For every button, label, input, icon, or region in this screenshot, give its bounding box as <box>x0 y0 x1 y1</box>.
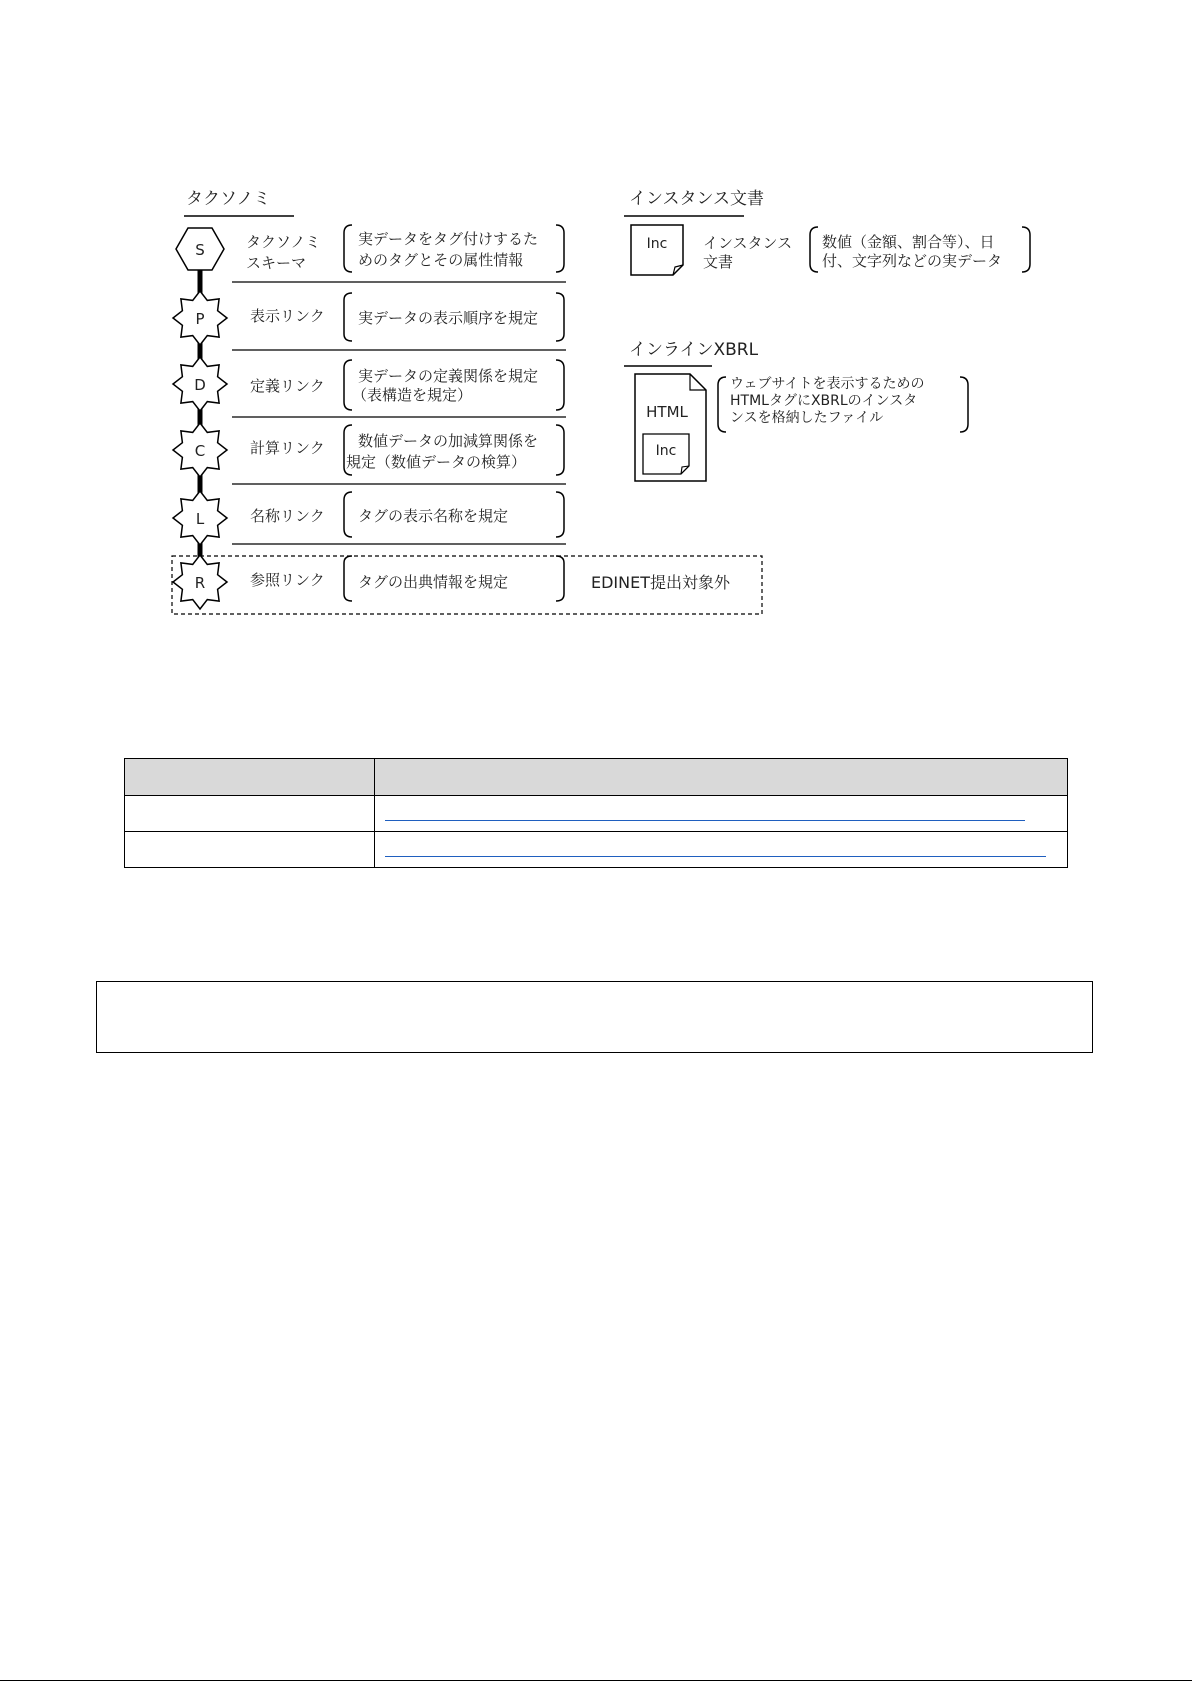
inline-xbrl-desc-line3: ンスを格納したファイル <box>730 410 884 426</box>
calculation-link-name: 計算リンク <box>250 439 325 457</box>
definition-link-desc-line2: （表構造を規定） <box>352 386 473 404</box>
hyperlink-underline[interactable] <box>385 806 1025 821</box>
schema-name-line2: スキーマ <box>246 254 307 272</box>
inline-instance-label: Inc <box>655 443 677 459</box>
footer-rule <box>0 1680 1192 1681</box>
definition-symbol: D <box>194 376 206 394</box>
presentation-link-name: 表示リンク <box>250 307 325 325</box>
table-header-cell <box>375 759 1068 796</box>
xbrl-structure-diagram <box>0 0 1192 680</box>
reference-link-name: 参照リンク <box>250 571 325 589</box>
excluded-note: EDINET提出対象外 <box>591 573 731 592</box>
label-link-desc: タグの表示名称を規定 <box>358 507 509 525</box>
definition-link-name: 定義リンク <box>250 377 325 395</box>
table-cell <box>375 796 1068 832</box>
schema-desc-line2: めのタグとその属性情報 <box>358 251 524 269</box>
presentation-link-desc: 実データの表示順序を規定 <box>358 309 539 327</box>
instance-desc-line2: 付、文字列などの実データ <box>822 252 1003 270</box>
inline-xbrl-desc-line2: HTMLタグにXBRLのインスタ <box>730 393 918 409</box>
html-icon-label: HTML <box>646 403 688 421</box>
instance-icon-label: Inc <box>646 236 668 252</box>
calculation-link-desc-line1: 数値データの加減算関係を <box>358 432 539 450</box>
calculation-link-desc-line2: 規定（数値データの検算） <box>346 453 527 471</box>
table-row <box>125 796 1068 832</box>
table-header-cell <box>125 759 375 796</box>
taxonomy-title: タクソノミ <box>186 189 271 209</box>
link-table <box>124 758 1068 868</box>
label-link-name: 名称リンク <box>250 507 325 525</box>
instance-title: インスタンス文書 <box>629 189 764 209</box>
schema-symbol: S <box>195 241 205 259</box>
calculation-symbol: C <box>194 442 206 460</box>
definition-link-desc-line1: 実データの定義関係を規定 <box>358 367 539 385</box>
label-symbol: L <box>195 510 205 528</box>
table-cell <box>375 832 1068 868</box>
instance-name-line1: インスタンス <box>703 234 793 252</box>
empty-note-box <box>96 981 1093 1053</box>
inline-xbrl-desc-line1: ウェブサイトを表示するための <box>730 376 925 392</box>
table-cell <box>125 832 375 868</box>
schema-desc-line1: 実データをタグ付けするた <box>358 230 539 248</box>
reference-link-desc: タグの出典情報を規定 <box>358 573 509 591</box>
table-cell <box>125 796 375 832</box>
reference-symbol: R <box>194 574 206 592</box>
table-row <box>125 832 1068 868</box>
inline-xbrl-title: インラインXBRL <box>629 340 759 360</box>
instance-name-line2: 文書 <box>703 253 734 271</box>
table-header-row <box>125 759 1068 796</box>
schema-name-line1: タクソノミ <box>246 233 321 251</box>
instance-desc-line1: 数値（金額、割合等）、日 <box>822 233 995 251</box>
presentation-symbol: P <box>195 310 205 328</box>
hyperlink-underline[interactable] <box>385 842 1046 857</box>
